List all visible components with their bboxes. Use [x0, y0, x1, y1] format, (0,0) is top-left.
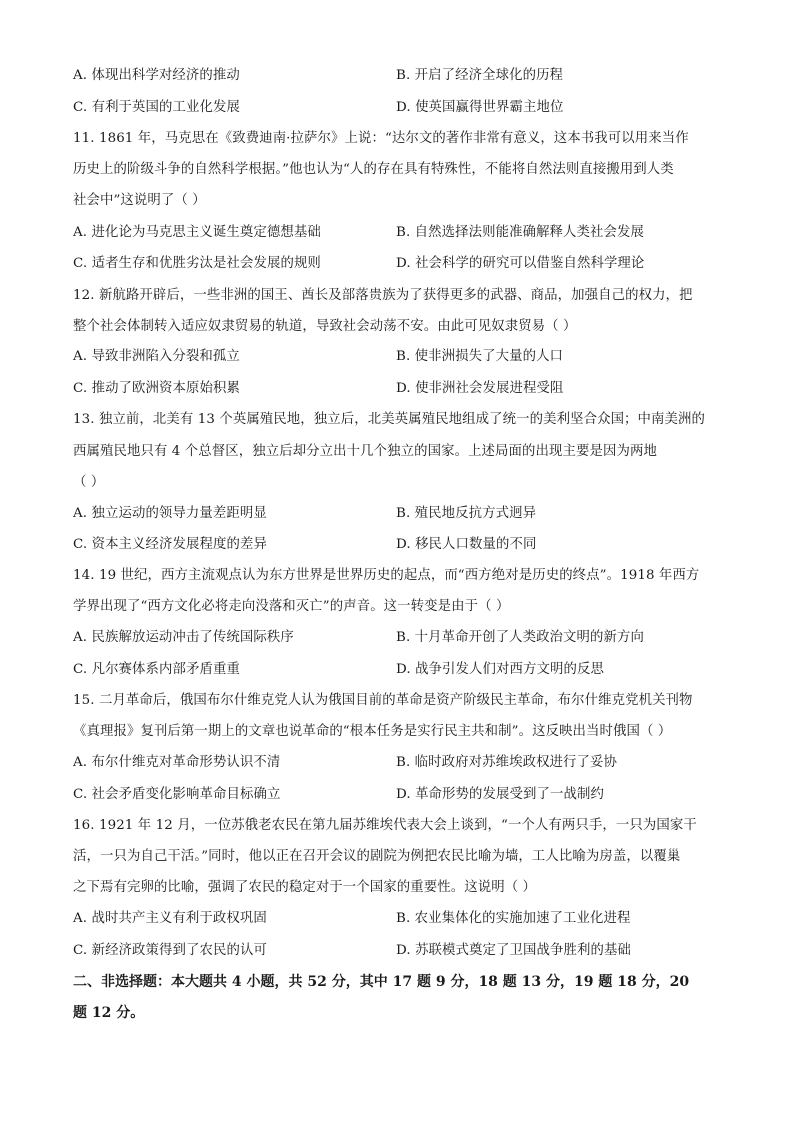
q15-option-d: D. 革命形势的发展受到了一战制约 — [396, 787, 604, 802]
q13-option-d: D. 移民人口数量的不同 — [396, 537, 537, 552]
q16-option-b: B. 农业集体化的实施加速了工业化进程 — [396, 911, 631, 926]
q16-option-a: A. 战时共产主义有利于政权巩固 — [73, 911, 267, 926]
q11-stem-line-3: 社会中”这说明了（ ） — [73, 193, 206, 208]
q11-option-d: D. 社会科学的研究可以借鉴自然科学理论 — [396, 256, 645, 271]
q14-option-b: B. 十月革命开创了人类政治文明的新方向 — [396, 630, 644, 645]
q14-stem-line-2: 学界出现了“西方文化必将走向没落和灭亡”的声音。这一转变是由于（ ） — [73, 599, 510, 614]
q16-option-c: C. 新经济政策得到了农民的认可 — [73, 943, 267, 958]
q12-stem-line-2: 整个社会体制转入适应奴隶贸易的轨道，导致社会动荡不安。由此可见奴隶贸易（ ） — [73, 319, 577, 334]
q11-option-b: B. 自然选择法则能准确解释人类社会发展 — [396, 225, 644, 240]
q15-option-c: C. 社会矛盾变化影响革命目标确立 — [73, 787, 281, 802]
section-2-heading-line-2: 题 12 分。 — [73, 1005, 145, 1021]
q10-option-c: C. 有利于英国的工业化发展 — [73, 100, 240, 115]
q16-stem-line-3: 之下焉有完卵的比喻，强调了农民的稳定对于一个国家的重要性。这说明（ ） — [73, 880, 537, 895]
q16-option-d: D. 苏联模式奠定了卫国战争胜利的基础 — [396, 943, 631, 958]
q14-stem-line-1: 14. 19 世纪，西方主流观点认为东方世界是世界历史的起点，而“西方绝对是历史的终点”。1918 年西方 — [73, 568, 700, 583]
q13-option-b: B. 殖民地反抗方式迥异 — [396, 506, 537, 521]
q14-option-c: C. 凡尔赛体系内部矛盾重重 — [73, 662, 240, 677]
q13-stem-line-1: 13. 独立前，北美有 13 个英属殖民地，独立后，北美英属殖民地组成了统一的美利坚合众国；中南美洲的 — [73, 412, 705, 427]
q14-option-d: D. 战争引发人们对西方文明的反思 — [396, 662, 604, 677]
q15-stem-line-2: 《真理报》复刊后第一期上的文章也说革命的“根本任务是实行民主共和制”。这反映出当时俄国（ ） — [73, 724, 672, 739]
q10-option-a: A. 体现出科学对经济的推动 — [73, 68, 240, 83]
q14-option-a: A. 民族解放运动冲击了传统国际秩序 — [73, 630, 294, 645]
q11-option-a: A. 进化论为马克思主义诞生奠定德想基础 — [73, 225, 321, 240]
q12-option-c: C. 推动了欧洲资本原始积累 — [73, 381, 240, 396]
q13-option-a: A. 独立运动的领导力量差距明显 — [73, 506, 267, 521]
q12-stem-line-1: 12. 新航路开辟后，一些非洲的国王、酋长及部落贵族为了获得更多的武器、商品，加强自己的权力，把 — [73, 288, 693, 303]
q12-option-b: B. 使非洲损失了大量的人口 — [396, 349, 564, 364]
q10-option-b: B. 开启了经济全球化的历程 — [396, 68, 564, 83]
q11-stem-line-1: 11. 1861 年，马克思在《致费迪南·拉萨尔》上说：“达尔文的著作非常有意义，这本书我可以用来当作 — [73, 131, 689, 146]
q13-option-c: C. 资本主义经济发展程度的差异 — [73, 537, 267, 552]
q15-stem-line-1: 15. 二月革命后，俄国布尔什维克党人认为俄国目前的革命是资产阶级民主革命，布尔什维克党机关刊物 — [73, 693, 693, 708]
q13-stem-line-2: 西属殖民地只有 4 个总督区，独立后却分立出十几个独立的国家。上述局面的出现主要是因为两地 — [73, 444, 657, 459]
q12-option-d: D. 使非洲社会发展进程受阻 — [396, 381, 564, 396]
section-2-heading-line-1: 二、非选择题：本大题共 4 小题，共 52 分，其中 17 题 9 分，18 题 13 分，19 题 18 分，20 — [73, 974, 690, 990]
q16-stem-line-2: 活，一只为自己干活。”同时，他以正在召开会议的剧院为例把农民比喻为墙，工人比喻为房盖，以覆巢 — [73, 849, 681, 864]
q10-option-d: D. 使英国赢得世界霸主地位 — [396, 100, 564, 115]
q15-option-b: B. 临时政府对苏维埃政权进行了妥协 — [396, 755, 618, 770]
q11-stem-line-2: 历史上的阶级斗争的自然科学根据。”他也认为“人的存在具有特殊性，不能将自然法则直接搬用到人类 — [73, 162, 674, 177]
q13-stem-line-3: （ ） — [73, 475, 105, 490]
q15-option-a: A. 布尔什维克对革命形势认识不清 — [73, 755, 281, 770]
q11-option-c: C. 适者生存和优胜劣汰是社会发展的规则 — [73, 256, 321, 271]
q12-option-a: A. 导致非洲陷入分裂和孤立 — [73, 349, 240, 364]
q16-stem-line-1: 16. 1921 年 12 月，一位苏俄老农民在第九届苏维埃代表大会上谈到，“一个人有两只手，一只为国家干 — [73, 818, 697, 833]
